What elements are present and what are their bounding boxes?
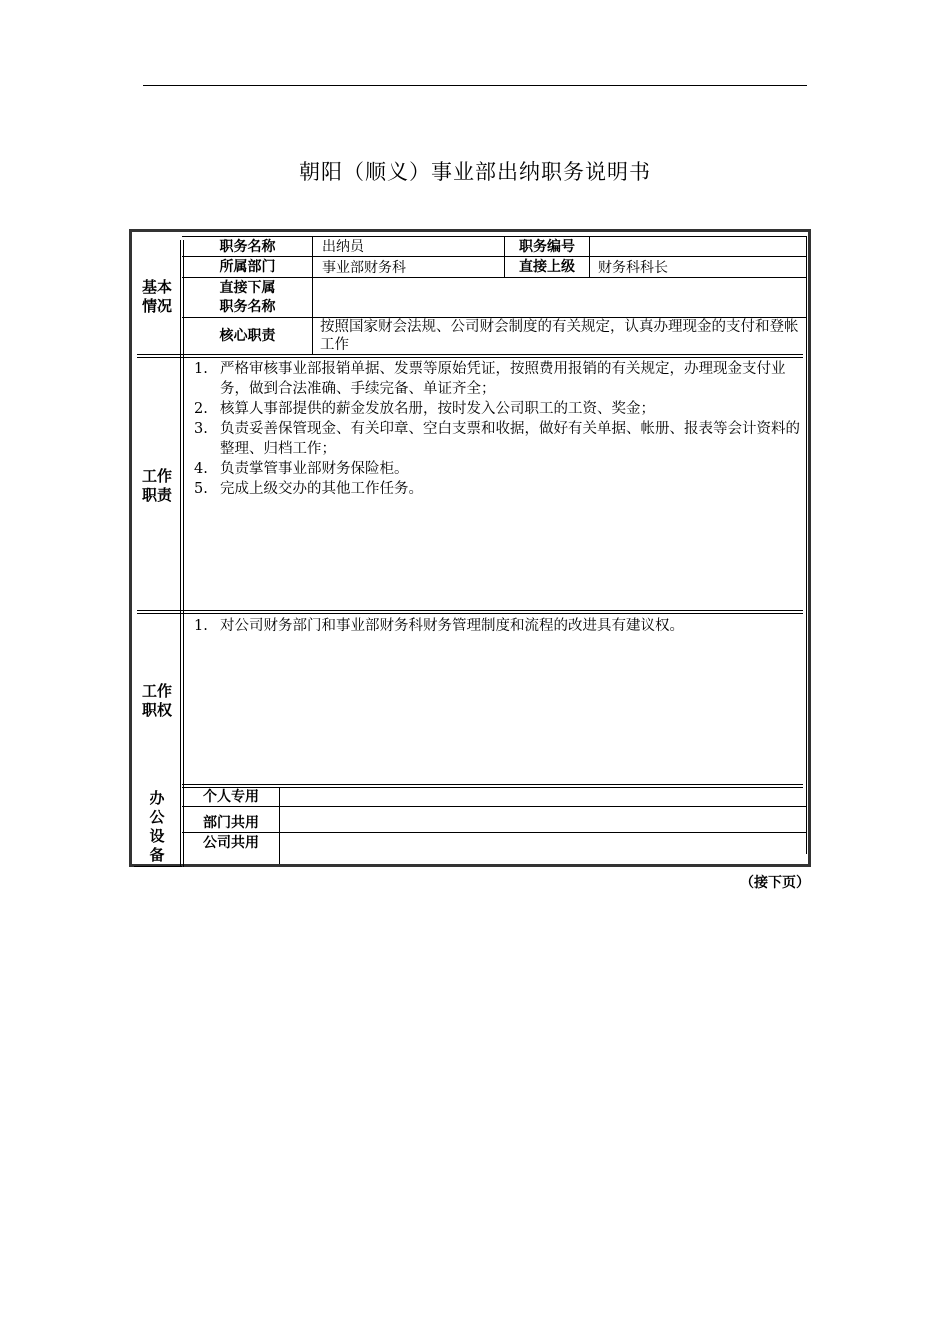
superior-value: 财务科科长 [598,260,668,276]
equip-personal-label: 个人专用 [203,788,259,805]
authority-label-line-2: 职权 [141,701,172,719]
equip-row1 [182,806,807,807]
duty-item: 1. 严格审核事业部报销单据、发票等原始凭证，按照费用报销的有关规定，办理现金支付业务，做到合法准确、手续完备、单证齐全； [194,361,786,397]
subordinate-value [322,288,802,306]
page-title: 朝阳（顺义）事业部出纳职务说明书 [299,160,651,184]
top-rule [143,85,807,86]
equip-dept-label: 部门共用 [203,814,259,831]
continued-note: （接下页） [740,875,810,891]
divider-basic-duties [137,354,803,358]
equip-dept-value [288,813,798,831]
duty-item: 5. 完成上级交办的其他工作任务。 [194,481,423,497]
equip-company-value [288,834,798,852]
equipment-label-1: 办 [149,789,165,807]
duty-item: 3. 负责妥善保管现金、有关印章、空白支票和收据，做好有关单据、帐册、报表等会计资料的整理、归档工作； [194,421,800,457]
core-duty-value: 按照国家财会法规、公司财会制度的有关规定，认真办理现金的支付和登帐工作 [320,319,799,353]
job-title-value: 出纳员 [322,239,364,255]
duties-label-line-2: 职责 [141,486,172,504]
duty-item: 2. 核算人事部提供的薪金发放名册，按时发入公司职工的工资、奖金； [194,401,655,417]
grid-col-right [806,236,807,854]
job-no-label: 职务编号 [519,238,575,255]
dept-value: 事业部财务科 [322,260,406,276]
section-label-basic [132,278,182,316]
basic-label-line-1: 基本 [141,278,172,296]
section-label-duties [132,467,182,505]
core-duty-label: 核心职责 [219,328,276,344]
left-bottom-rule [134,866,182,867]
subordinate-label [183,278,312,317]
equipment-label-3: 设 [149,827,165,845]
section-label-equipment [132,789,182,865]
grid-col-mid-b [589,236,590,277]
authority-item: 1. 对公司财务部门和事业部财务科财务管理制度和流程的改进具有建议权。 [194,618,684,634]
equip-company-label: 公司共用 [203,835,259,851]
equip-col [279,787,280,864]
grid-col-label [312,236,313,354]
authority-list [186,616,803,636]
job-title-label: 职务名称 [219,238,276,255]
superior-label: 直接上级 [519,259,575,275]
job-no-value [596,238,801,256]
duties-list [186,359,803,499]
subordinate-label-line-1: 直接下属 [219,279,276,296]
subordinate-label-line-2: 职务名称 [219,298,276,315]
section-label-authority [132,682,182,720]
dept-label: 所属部门 [219,259,276,275]
equipment-label-2: 公 [149,808,165,826]
equipment-label-4: 备 [149,846,165,864]
basic-label-line-2: 情况 [141,297,172,315]
authority-label-line-1: 工作 [141,682,172,700]
divider-duties-authority [137,610,803,614]
duty-item: 4. 负责掌管事业部财务保险柜。 [194,461,409,477]
equip-personal-value [288,788,798,806]
duties-label-line-1: 工作 [141,467,172,485]
